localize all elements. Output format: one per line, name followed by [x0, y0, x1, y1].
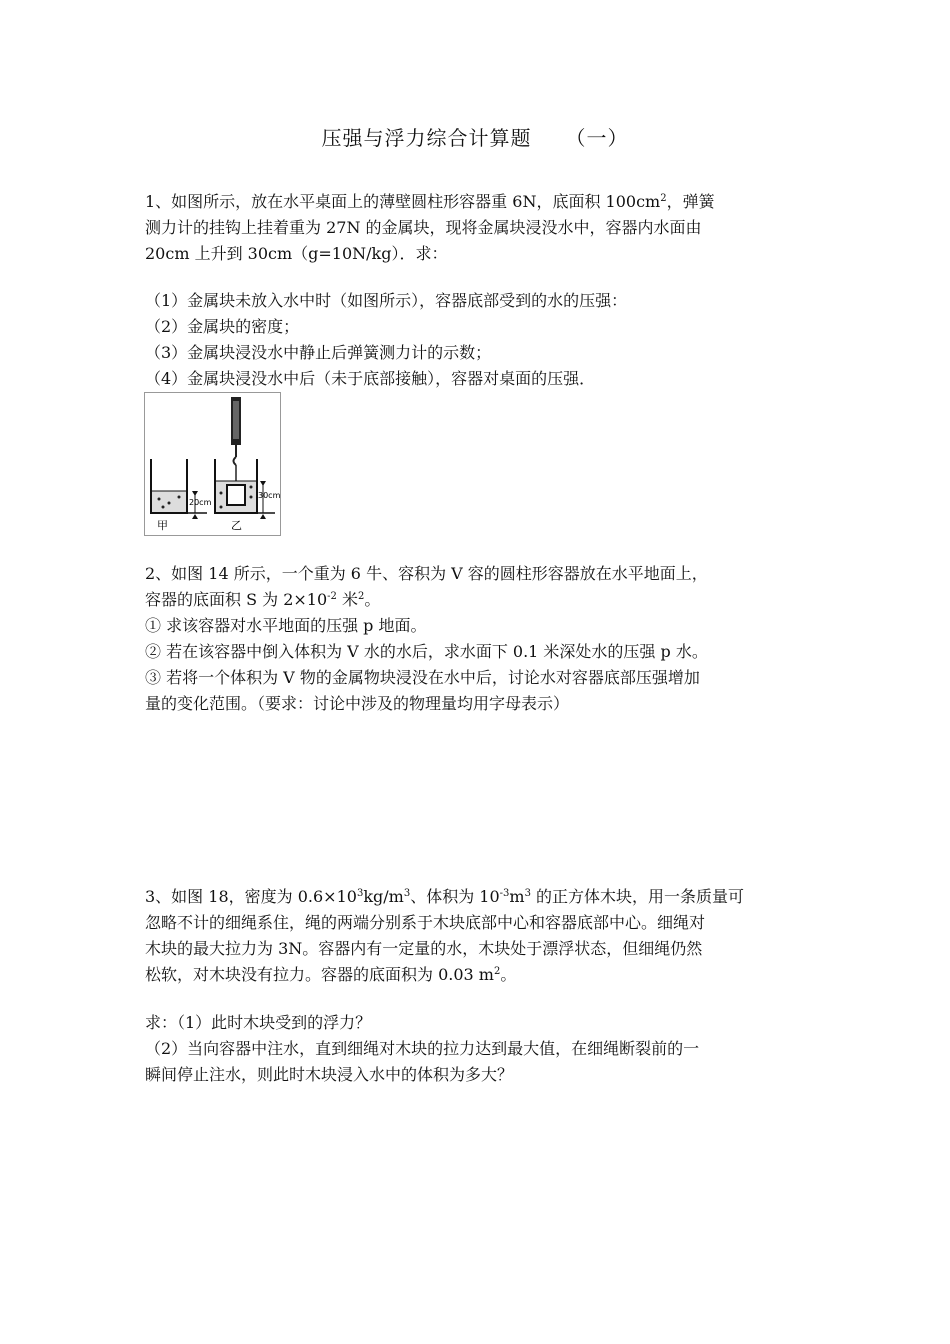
q1-item-4: （4）金属块浸没水中后（未于底部接触），容器对桌面的压强． — [145, 369, 596, 388]
q1-figure — [144, 392, 281, 536]
q3-line-2: 忽略不计的细绳系住，绳的两端分别系于木块底部中心和容器底部中心。细绳对 — [145, 913, 706, 932]
q2-line-6: 量的变化范围。（要求：讨论中涉及的物理量均用字母表示） — [145, 694, 570, 713]
q2-line-2: 容器的底面积 S 为 $2\times 10^{-2}$ 米$^2$。 — [145, 590, 381, 609]
q3-line-3: 木块的最大拉力为 3N。容器内有一定量的水，木块处于漂浮状态，但细绳仍然 — [145, 939, 703, 958]
q3-line-6: （2）当向容器中注水，直到细绳对木块的拉力达到最大值，在细绳断裂前的一 — [145, 1039, 700, 1058]
q2-line-3: ① 求该容器对水平地面的压强 p 地面。 — [145, 616, 427, 635]
q1-item-2: （2）金属块的密度； — [145, 317, 300, 336]
q1-item-1: （1）金属块未放入水中时（如图所示），容器底部受到的水的压强： — [145, 291, 628, 310]
question-1-intro — [145, 189, 810, 267]
depth-label-left: 20cm — [189, 498, 212, 507]
q3-line-1: 3、如图 18，密度为 $0.6\times 10^3kg/m^3$、体积为 $10^{-3}m^3$ 的正方体木块，用一条质量可 — [145, 887, 745, 906]
container-left-icon — [151, 459, 207, 519]
q2-line-4: ② 若在该容器中倒入体积为 V 水的水后，求水面下 0.1 米深处水的压强 p 水。 — [145, 642, 708, 661]
figure-label-right: 乙 — [231, 519, 242, 532]
container-right-icon — [215, 459, 275, 519]
question-3 — [145, 884, 810, 988]
page-title — [0, 122, 950, 151]
q3-line-7: 瞬间停止注水，则此时木块浸入水中的体积为多大？ — [145, 1065, 514, 1084]
q3-line-5: 求：（1）此时木块受到的浮力？ — [145, 1013, 372, 1032]
q1-item-3: （3）金属块浸没水中静止后弹簧测力计的示数； — [145, 343, 492, 362]
q1-line-1: 1、如图所示，放在水平桌面上的薄壁圆柱形容器重 6N，底面积 $100cm^2$，弹簧 — [145, 192, 715, 211]
question-1-items — [145, 288, 810, 392]
q1-line-2: 测力计的挂钩上挂着重为 27N 的金属块，现将金属块浸没水中，容器内水面由 — [145, 218, 702, 237]
q2-line-5: ③ 若将一个体积为 V 物的金属物块浸没在水中后，讨论水对容器底部压强增加 — [145, 668, 700, 687]
title-paren: （一） — [565, 126, 629, 150]
q2-line-1: 2、如图 14 所示，一个重为 6 牛、容积为 V 容的圆柱形容器放在水平地面上， — [145, 564, 708, 583]
depth-label-right: 30cm — [258, 491, 280, 500]
figure-label-left: 甲 — [157, 519, 168, 532]
q1-line-3: 20cm 上升到 30cm（g=10N/kg）．求： — [145, 244, 448, 263]
q3-line-4: 松软，对木块没有拉力。容器的底面积为 0.03 $m^2$。 — [145, 965, 517, 984]
question-2 — [145, 561, 810, 717]
title-text: 压强与浮力综合计算题 — [321, 126, 532, 150]
question-3-asks — [145, 1010, 810, 1088]
spring-scale-icon — [231, 397, 241, 485]
q1-figure-svg — [145, 393, 280, 535]
